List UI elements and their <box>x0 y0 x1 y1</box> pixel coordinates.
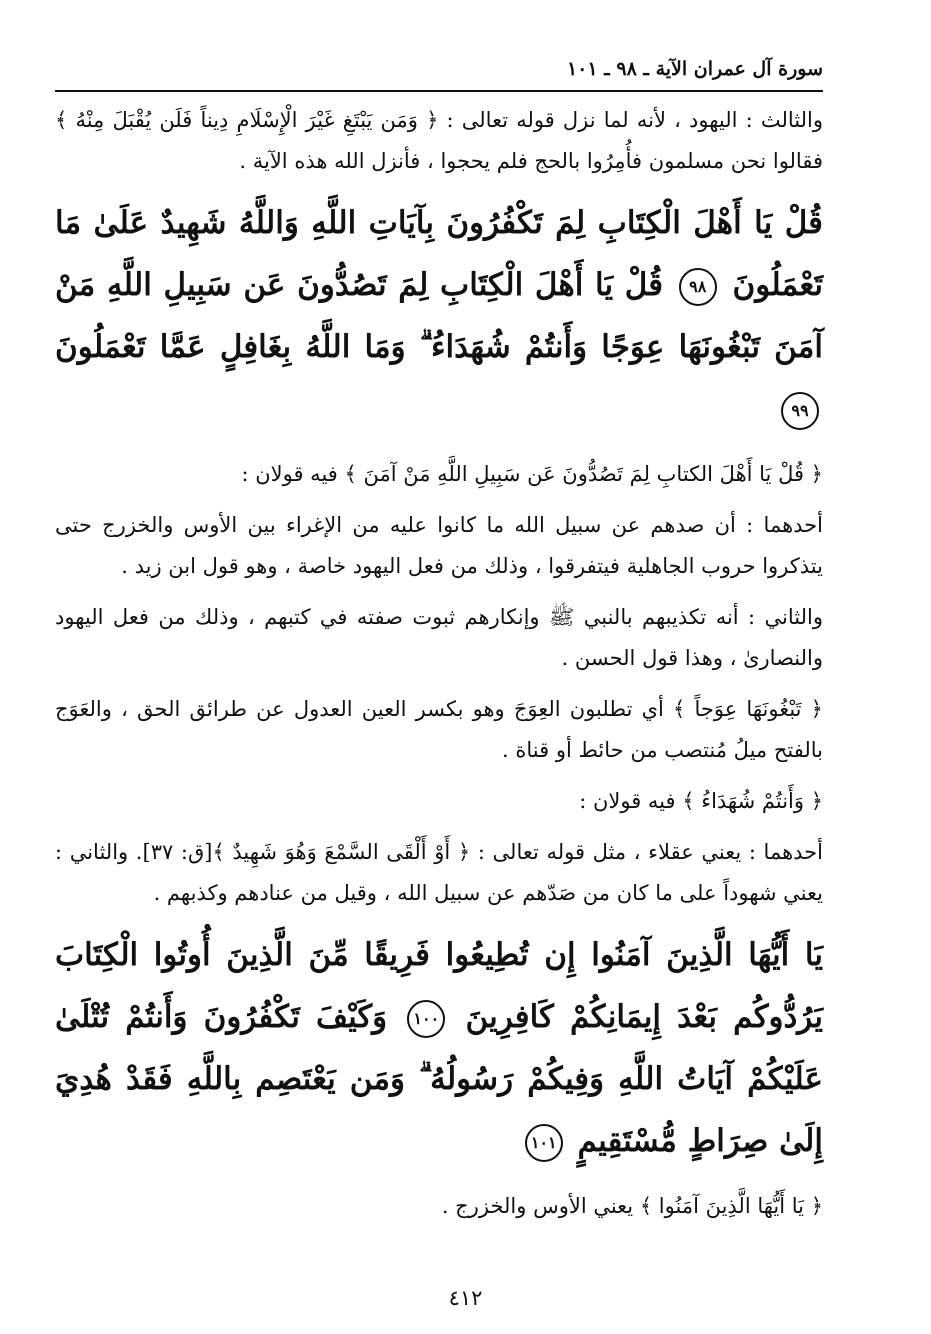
ayah-number-99: ٩٩ <box>781 392 819 430</box>
ayah-number-101: ١٠١ <box>525 1124 563 1162</box>
page-number: ٤١٢ <box>448 1286 483 1310</box>
section1-heading: ﴿ قُلْ يَا أَهْلَ الكتابِ لِمَ تَصُدُّونَ عَن سَبِيلِ اللَّهِ مَنْ آمَنَ ﴾ فيه قولان : <box>241 462 823 486</box>
section2-heading: ﴿ وَأَنتُمْ شُهَدَاءُ ﴾ فيه قولان : <box>579 789 823 813</box>
running-header <box>55 56 823 92</box>
section3-paragraph: ﴿ يَا أَيُّهَا الَّذِينَ آمَنُوا ﴾ يعني الأوس والخزرج . <box>441 1194 823 1218</box>
paragraph-third-opinion: والثالث : اليهود ، لأنه لما نزل قوله تعالى : ﴿ وَمَن يَبْتَغِ غَيْرَ الْإِسْلَامِ دِيناً فَلَن يُقْبَلَ مِنْهُ ﴾ فقالوا نحن مسلمون فأُمِرُوا بالحج فلم يحجوا ، فأنزل الله هذه الآية . <box>55 108 823 173</box>
verse-101-text: وَكَيْفَ تَكْفُرُونَ وَأَنتُمْ تُتْلَىٰ عَلَيْكُمْ آيَاتُ اللَّهِ وَفِيكُمْ رَسُولُهُ ۗ وَمَن يَعْتَصِم بِاللَّهِ فَقَدْ هُدِيَ إِلَىٰ صِرَاطٍ مُّسْتَقِيمٍ <box>55 999 823 1159</box>
section2-iwaj-explanation: ﴿ تَبْغُونَهَا عِوَجاً ﴾ أي تطلبون العِوَجَ وهو بكسر العين العدول عن طرائق الحق ، والعَوَج بالفتح ميلُ مُنتصب من حائط أو قناة . <box>55 697 823 762</box>
section2-opinions: أحدهما : يعني عقلاء ، مثل قوله تعالى : ﴿ أَوْ أَلْقَى السَّمْعَ وَهُوَ شَهِيدٌ ﴾[ق: ٣٧]. والثاني : يعني شهوداً على ما كان من صَدّهم عن سبيل الله ، وقيل من عنادهم وكذبهم . <box>55 840 823 905</box>
section1-first-opinion: أحدهما : أن صدهم عن سبيل الله ما كانوا عليه من الإغراء بين الأوس والخزرج حتى يتذكروا حروب الجاهلية فيتفرقوا ، وذلك من فعل اليهود خاصة ، وهو قول ابن زيد . <box>55 513 823 578</box>
verse-98-text: قُلْ يَا أَهْلَ الْكِتَابِ لِمَ تَكْفُرُونَ بِآيَاتِ اللَّهِ وَاللَّهُ شَهِيدٌ عَلَىٰ مَا تَعْمَلُونَ <box>55 205 823 303</box>
page-content <box>55 100 823 1237</box>
quran-verse-98-99 <box>55 192 823 440</box>
verse-100-text: يَا أَيُّهَا الَّذِينَ آمَنُوا إِن تُطِيعُوا فَرِيقًا مِّنَ الَّذِينَ أُوتُوا الْكِتَابَ يَرُدُّوكُم بَعْدَ إِيمَانِكُمْ كَافِرِينَ <box>55 937 823 1035</box>
quran-verse-100-101 <box>55 924 823 1172</box>
header-title: سورة آل عمران الآية ـ ٩٨ ـ ١٠١ <box>566 58 823 80</box>
ayah-number-100: ١٠٠ <box>407 1000 445 1038</box>
ayah-number-98: ٩٨ <box>679 268 717 306</box>
section1-second-opinion: والثاني : أنه تكذيبهم بالنبي ﷺ وإنكارهم ثبوت صفته في كتبهم ، وذلك من فعل اليهود والنصارىٰ ، وهذا قول الحسن . <box>55 605 823 670</box>
verse-99-text: قُلْ يَا أَهْلَ الْكِتَابِ لِمَ تَصُدُّونَ عَن سَبِيلِ اللَّهِ مَنْ آمَنَ تَبْغُونَهَا عِوَجًا وَأَنتُمْ شُهَدَاءُ ۗ وَمَا اللَّهُ بِغَافِلٍ عَمَّا تَعْمَلُونَ <box>55 267 823 365</box>
